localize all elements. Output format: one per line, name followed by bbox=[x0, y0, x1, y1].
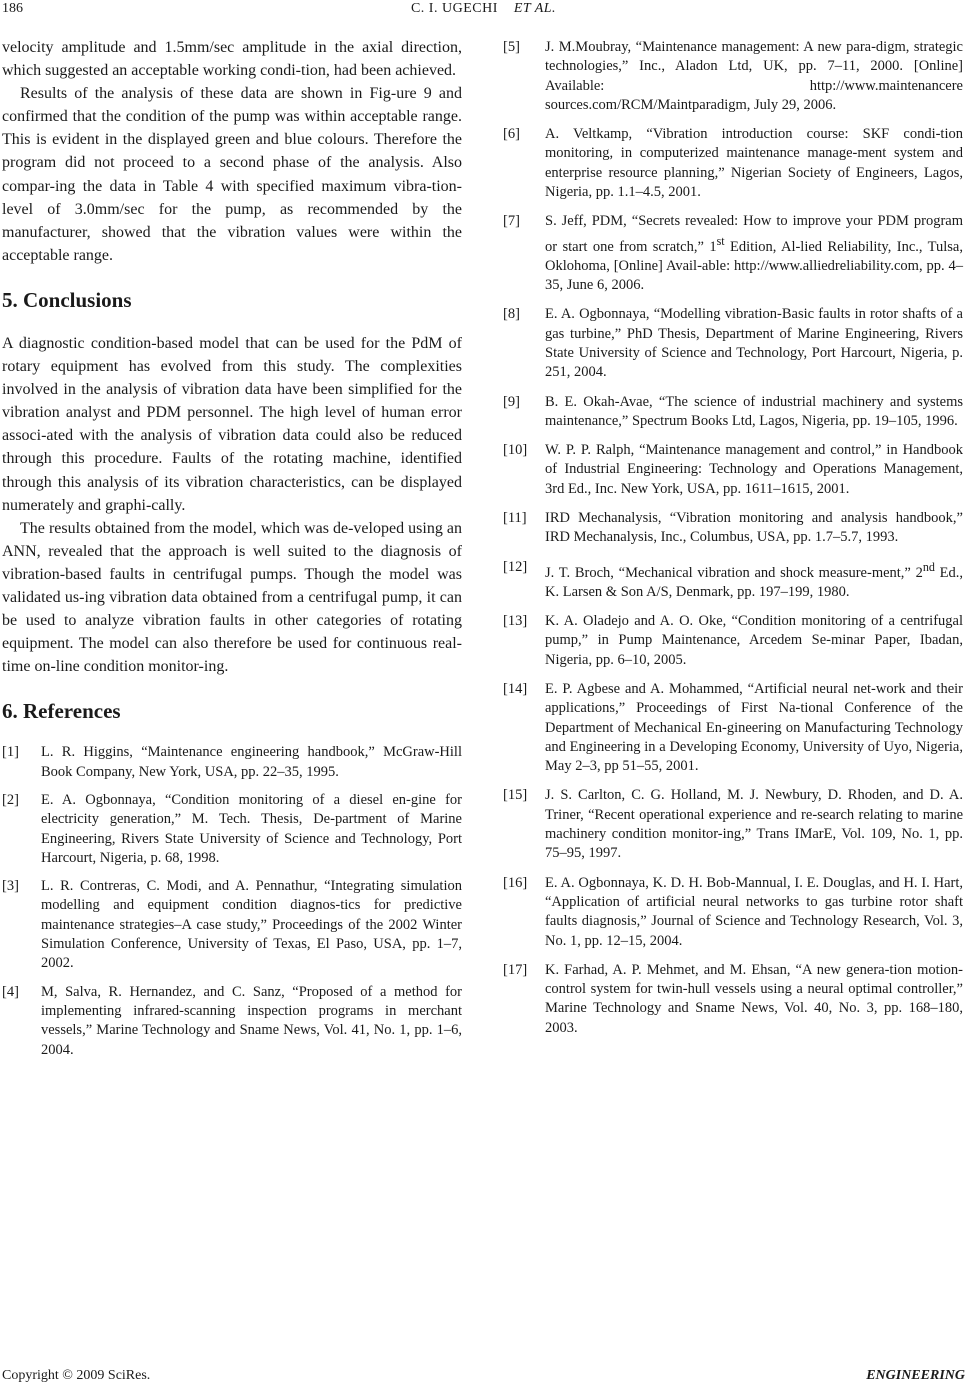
running-head-author: C. I. UGECHI bbox=[410, 1, 498, 16]
reference-text-end: Edition, Al-lied Reliability, Inc., Tulsa, Oklohoma, [Online] Avail-able: http://www.alliedreliability.com, pp. 4–35, June 6, 2006. bbox=[545, 238, 963, 294]
reference-text: L. R. Higgins, “Maintenance engineering handbook,” McGraw-Hill Book Company, New York, USA, pp. 22–35, 1995. bbox=[41, 744, 462, 780]
results-paragraph: Results of the analysis of these data are shown in Fig-ure 9 and confirmed that the condition of the pump was within acceptable range. This is evident in the displayed green and blue colours. Therefore the program did not proceed to a second phase of the analysis. Also compar-ing the data in Table 4 with specified maximum vibra-tion-level of 3.0mm/sec for the pump, as recommended by the manufacturer, showed that the vibration values were within the acceptable range. bbox=[2, 85, 462, 264]
reference-text: E. A. Ogbonnaya, K. D. H. Bob-Mannual, I. E. Douglas, and H. I. Hart, “Application of artificial neural networks to gas turbine rotor shaft faults diagnosis,” Journal of Science and Technology Research, Vol. 3, No. 1, pp. 12–15, 2004. bbox=[545, 874, 963, 949]
reference-item bbox=[503, 509, 963, 548]
reference-superscript: st bbox=[716, 233, 725, 248]
reference-text: K. A. Oladejo and A. O. Oke, “Condition monitoring of a centrifugal pump,” in Pump Maintenance, Arcedem Se-minar Paper, Ibadan, Nigeria, pp. 6–10, 2005. bbox=[545, 613, 963, 668]
reference-item bbox=[503, 612, 963, 670]
reference-text: W. P. P. Ralph, “Maintenance management and control,” in Handbook of Industrial Engineering: Technology and Operations Management, 3rd Ed., Inc. New York, USA, pp. 1611–1615, 2001. bbox=[545, 442, 963, 497]
reference-item bbox=[503, 874, 963, 951]
reference-text: E. A. Ogbonnaya, “Modelling vibration-Basic faults in rotor shafts of a gas turbine,” PhD Thesis, Department of Marine Engineering, Rivers State University of Science and Technology, Port Harcourt, Nigeria, p. 251, 2004. bbox=[545, 306, 963, 381]
reference-number: [12] bbox=[503, 558, 528, 575]
conclusions-paragraph-2: The results obtained from the model, which was de-veloped using an ANN, revealed that the approach is well suited to the diagnosis of vibration-based faults in centrifugal pumps. Though the model was validated us-ing vibration data obtained from a centrifugal pump, it can be used to analyze vibration faults in other categories of rotating equipment. The model can also therefore be used for continuous real-time on-line condition monitor-ing. bbox=[2, 519, 462, 676]
reference-number: [14] bbox=[503, 680, 528, 697]
reference-number: [13] bbox=[503, 613, 528, 630]
reference-item bbox=[503, 38, 963, 115]
conclusions-heading: 5. Conclusions bbox=[2, 287, 132, 312]
reference-item bbox=[503, 961, 963, 1038]
conclusions-paragraph-1: A diagnostic condition-based model that can be used for the PdM of rotary equipment has evolved from this study. The complexities involved in the analysis of vibration data have been simplified for the vibration analyst and PDM personnel. The high level of human error associ-ated with the analysis of vibration data could also be reduced through this procedure. Faults of the rotating machine, identified through this analysis of its vibration characteristics, can be displayed numerately and graphi-cally. bbox=[2, 334, 462, 514]
references-heading: 6. References bbox=[2, 699, 121, 724]
reference-number: [9] bbox=[503, 393, 520, 410]
reference-text: L. R. Contreras, C. Modi, and A. Pennathur, “Integrating simulation modelling and equipment condition diagnos-tics for predictive maintenance strategies–A case study,” Proceedings of the 2002 Winter Simulation Conference, University of Texas, El Paso, USA, pp. 1–7, 2002. bbox=[41, 878, 462, 972]
reference-text: E. A. Ogbonnaya, “Condition monitoring of a diesel en-gine for electricity generation,” M. Tech. Thesis, De-partment of Marine Engineering, Rivers State University of Science and Technology, Port Harcourt, Nigeria, p. 68, 1998. bbox=[41, 791, 462, 866]
page-footer bbox=[0, 1368, 967, 1386]
reference-number: [3] bbox=[2, 878, 19, 895]
reference-number: [17] bbox=[503, 961, 528, 978]
reference-item bbox=[503, 786, 963, 863]
reference-text-start: S. Jeff, PDM, “Secrets revealed: How to improve your PDM program or start one from scratch,” 1 bbox=[545, 213, 963, 255]
reference-number: [2] bbox=[2, 791, 19, 808]
reference-text: J. M.Moubray, “Maintenance management: A new para-digm, strategic technologies,” Inc., Aladon Ltd, UK, pp. 7–11, 2000. [Online] Available: http://www.maintenancere sources.com/RCM/Maintparadigm, July 29, 2006. bbox=[545, 39, 963, 113]
reference-text: J. S. Carlton, C. G. Holland, M. J. Newbury, D. Rhoden, and D. A. Triner, “Recent operational experience and re-search relating to marine machinery condition monitor-ing,” Trans IMarE, Vol. 109, No. 1, pp. 75–95, 1997. bbox=[545, 787, 963, 862]
reference-text: M, Salva, R. Hernandez, and C. Sanz, “Proposed of a method for implementing infrared-scanning inspection programs in merchant vessels,” Marine Technology and Sname News, Vol. 41, No. 1, pp. 1–6, 2004. bbox=[41, 983, 462, 1058]
reference-item bbox=[503, 441, 963, 499]
reference-text: IRD Mechanalysis, “Vibration monitoring and analysis handbook,” IRD Mechanalysis, Inc., Columbus, USA, pp. 1.7–5.7, 1993. bbox=[545, 510, 963, 546]
left-column bbox=[2, 36, 462, 1060]
references-list-left bbox=[2, 743, 462, 1059]
reference-item bbox=[503, 680, 963, 776]
reference-item bbox=[503, 212, 963, 295]
running-head-etal: ET AL. bbox=[513, 1, 557, 16]
reference-item bbox=[2, 877, 462, 973]
reference-number: [11] bbox=[503, 510, 527, 527]
reference-text: E. P. Agbese and A. Mohammed, “Artificial neural net-work and their applications,” Proceedings of First Na-tional Conference of the Department of Mechanical En-gineering on Manufacturing Technology and Engineering in a Developing Economy, University of Uyo, Nigeria, May 2–3, pp 51–55, 2001. bbox=[545, 680, 963, 775]
page-header bbox=[0, 0, 967, 24]
reference-number: [5] bbox=[503, 39, 520, 55]
right-column bbox=[503, 38, 963, 1038]
reference-text-start: J. T. Broch, “Mechanical vibration and shock measure-ment,” 2 bbox=[545, 564, 923, 581]
reference-number: [7] bbox=[503, 213, 520, 230]
reference-text-end: Ed., K. Larsen & Son A/S, Denmark, pp. 197–199, 1980. bbox=[545, 564, 963, 600]
page-number: 186 bbox=[2, 1, 23, 16]
reference-item bbox=[503, 305, 963, 382]
reference-item bbox=[503, 125, 963, 202]
running-head bbox=[0, 1, 967, 17]
reference-number: [15] bbox=[503, 787, 528, 804]
reference-item bbox=[2, 791, 462, 868]
reference-number: [1] bbox=[2, 744, 19, 761]
reference-text: A. Veltkamp, “Vibration introduction course: SKF condi-tion monitoring, in computerized maintenance manage-ment system and enterprise resource planning,” Nigerian Society of Engineers, Lagos, Nigeria, pp. 1.1–4.5, 2001. bbox=[545, 126, 963, 201]
reference-text: K. Farhad, A. P. Mehmet, and M. Ehsan, “A new genera-tion motion-control system for twin-hull vessels using a neural optimal controller,” Marine Technology and Sname News, Vol. 40, No. 3, pp. 168–180, 2003. bbox=[545, 961, 963, 1036]
reference-number: [10] bbox=[503, 442, 528, 459]
reference-item bbox=[2, 983, 462, 1060]
reference-number: [8] bbox=[503, 306, 520, 323]
copyright-notice: Copyright © 2009 SciRes. bbox=[2, 1368, 151, 1383]
reference-number: [6] bbox=[503, 126, 520, 143]
references-list-right bbox=[503, 38, 963, 1038]
journal-name: ENGINEERING bbox=[866, 1368, 965, 1383]
reference-item bbox=[503, 558, 963, 602]
reference-item bbox=[2, 743, 462, 782]
reference-number: [16] bbox=[503, 874, 528, 891]
reference-item bbox=[503, 393, 963, 432]
reference-text: B. E. Okah-Avae, “The science of industrial machinery and systems maintenance,” Spectrum Books Ltd, Lagos, Nigeria, pp. 19–105, 1996. bbox=[545, 393, 963, 429]
continuation-paragraph: velocity amplitude and 1.5mm/sec amplitude in the axial direction, which suggested an acceptable working condi-tion, had been achieved. bbox=[2, 39, 462, 80]
reference-number: [4] bbox=[2, 983, 19, 1000]
reference-superscript: nd bbox=[922, 559, 935, 574]
